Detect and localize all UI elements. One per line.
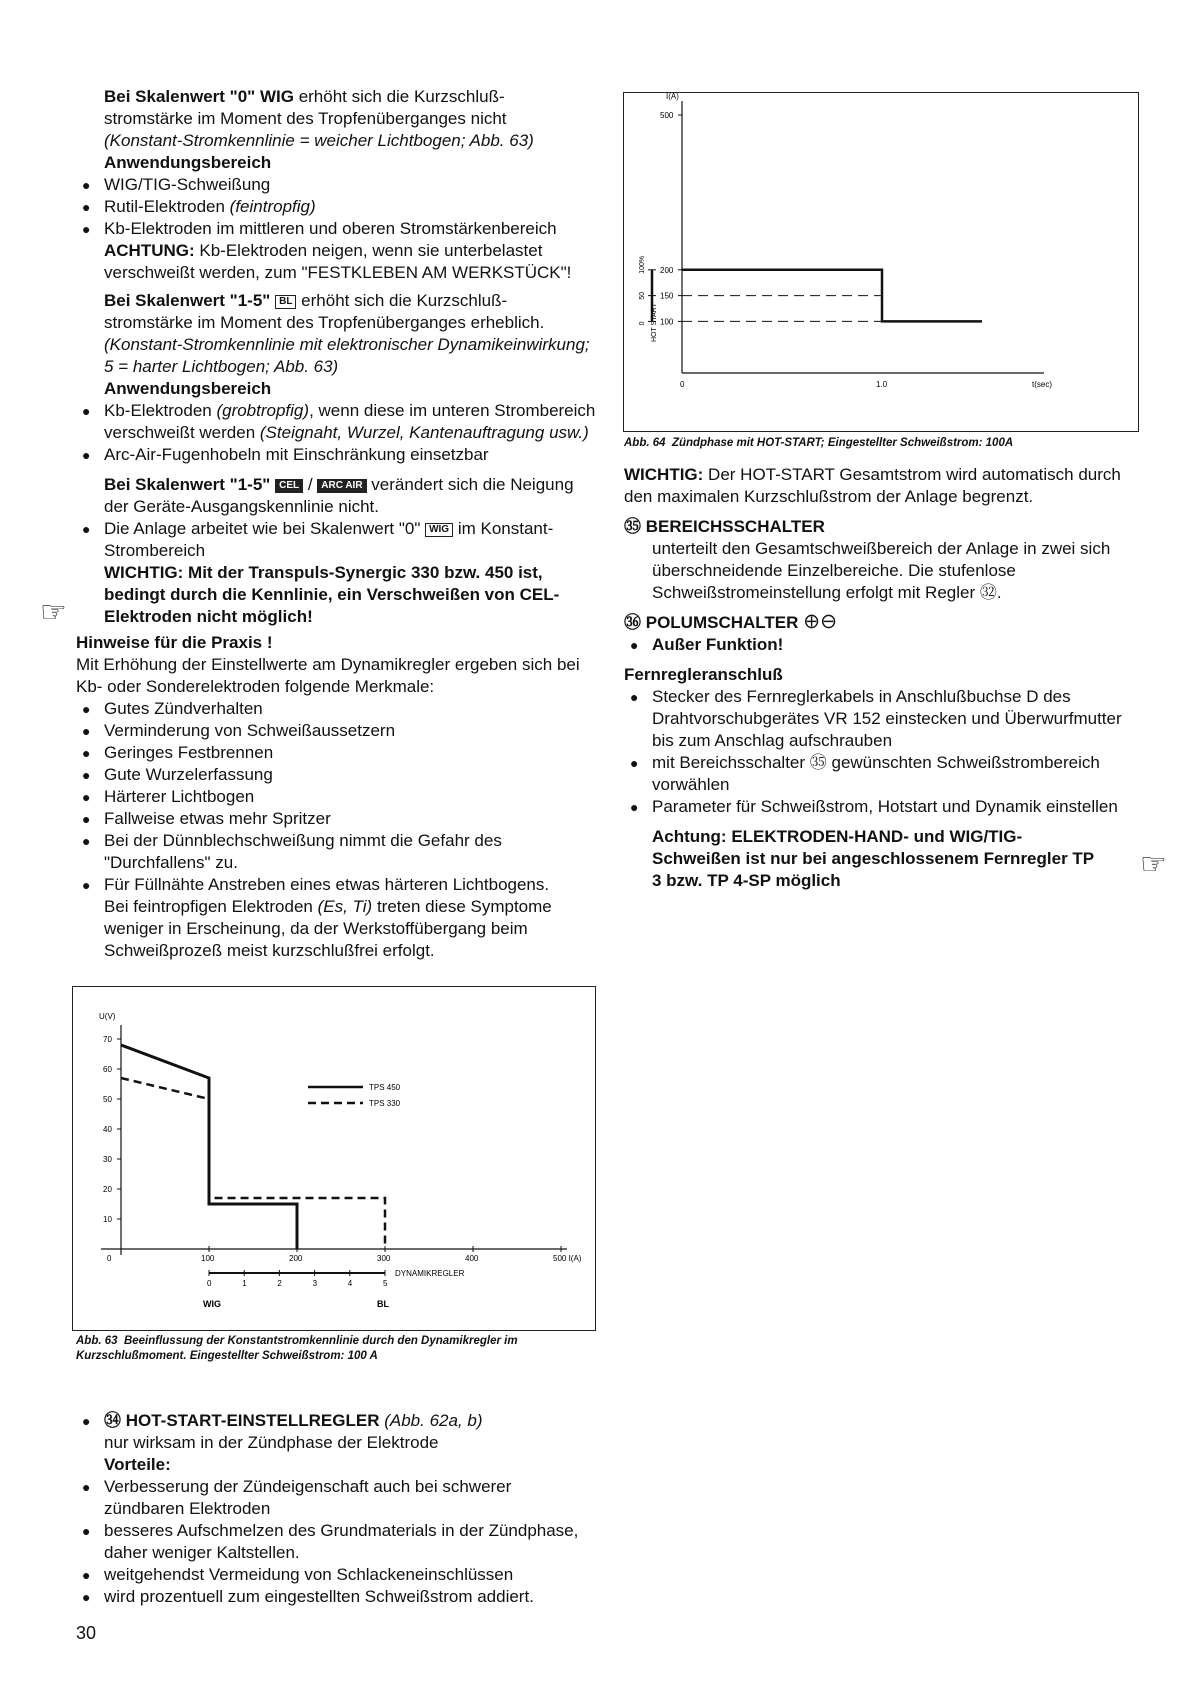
x-origin-label: 0 — [107, 1254, 112, 1263]
list3-tail: Bei feintropfigen Elektroden (Es, Ti) treten diese Symptome weniger in Erscheinung, da der Werkstoffübergang beim Schweißprozeß meist kurzschlußfrei erfolgt. — [104, 897, 552, 960]
cel-symbol-icon: CEL — [275, 479, 303, 493]
bl-line2: stromstärke im Moment des Tropfenüberganges erheblich. — [104, 313, 545, 332]
list-item: ● Fallweise etwas mehr Spritzer — [76, 808, 596, 830]
x-axis-label: t(sec) — [1032, 380, 1052, 389]
y-tick-label: 100 — [660, 317, 674, 327]
series-line — [121, 1045, 297, 1249]
wig-heading: Bei Skalenwert "0" WIG — [104, 87, 294, 106]
wig-line3: (Konstant-Stromkennlinie = weicher Lichtbogen; Abb. 63) — [104, 131, 534, 150]
cel-heading: Bei Skalenwert "1-5" CEL / ARC AIR verändert sich die Neigung der Geräte-Ausgangskennlinie nicht. — [104, 475, 574, 516]
dynamikregler-tick-label: 2 — [277, 1279, 282, 1288]
list-item: ● Verminderung von Schweißaussetzern — [76, 720, 596, 742]
fern-heading: Fernregleranschluß — [624, 665, 783, 684]
y-tick-label: 50 — [103, 1095, 112, 1104]
dynamikregler-tick-label: 0 — [207, 1279, 212, 1288]
y-axis-label: I(A) — [666, 93, 679, 101]
wig-symbol-icon: WIG — [203, 1299, 221, 1309]
wig-line2: stromstärke im Moment des Tropfenüberganges nicht — [104, 109, 507, 128]
bereich-heading: ㉟ BEREICHSSCHALTER — [624, 517, 825, 536]
page-number: 30 — [76, 1623, 97, 1643]
left-column: Bei Skalenwert "0" WIG erhöht sich die Kurzschluß- stromstärke im Moment des Tropfenüberganges nicht (Konstant-Stromkennlinie = weicher Lichtbogen; Abb. 63) Anwendungsbereich ● WIG/TIG-Schweißung ● Rutil-Elektroden (feintropfig) ● Kb-Elektroden im mittleren und oberen Stromstärkenbereich ACHTUNG: Kb-Elektroden neigen, wenn sie unterbelastet verschweißt werden, zum "FESTKLEBEN AM WERKSTÜCK"! Bei Skalenwert "1-5" BL erhöht sich die Kurzschluß- stromstärke im Moment des Tropfenüberganges erheblich. (Konstant-Stromkennlinie mit elektronischer Dynamikeinwirkung; 5 = harter Lichtbogen; Abb. 63) Anwendungsbereich ● Kb-Elektroden (grobtropfig), wenn diese im unteren Strombereich verschweißt werden (Steignaht, Wurzel, Kantenauftragung usw.) ● Arc-Air-Fugenhobeln mit Einschränkung einsetzbar Bei Skalenwert "1-5" CEL / ARC AIR verändert sich die Neigung der Geräte-Ausgangskennlinie nicht. ● Die Anlage arbeitet wie bei Skalenwert "0" WIG im Konstant-Strombereich WICHTIG: Mit der Transpuls-Synergic 330 bzw. 450 ist, bedingt durch die Kennlinie, ein Verschweißen von CEL-Elektroden nicht möglich! Hinweise für die Praxis ! Mit Erhöhung der Einstellwerte am Dynamikregler ergeben sich bei Kb- oder Sonderelektroden folgende Merkmale: ● Gutes Zündverhalten ● Verminderung von Schweißaussetzern ● Geringes Festbrennen ● Gute Wurzelerfassung ● Härterer Lichtbogen ● Fallweise etwas mehr Spritzer ● Bei der Dünnblechschweißung nimmt die Gefahr des "Durchfallens" zu. ● Für Füllnähte Anstreben eines etwas härteren Lichtbogens. Bei feintropfigen Elektroden (Es, Ti) treten diese Symptome weniger in Erscheinung, da der Werkstoffübergang beim Schweißprozeß meist kurzschlußfrei erfolgt. — [76, 86, 596, 962]
dynamikregler-tick-label: 4 — [347, 1279, 353, 1288]
list-item: ● wird prozentuell zum eingestellten Schweißstrom addiert. — [76, 1586, 596, 1608]
wig-symbol-icon: WIG — [425, 523, 453, 537]
list-item: ● WIG/TIG-Schweißung — [76, 174, 596, 196]
anwendung-heading-2: Anwendungsbereich — [104, 379, 272, 398]
vorteile-heading: Vorteile: — [104, 1455, 171, 1474]
list-item: ● Rutil-Elektroden (feintropfig) — [76, 196, 596, 218]
hot-start-tick-label: 50 — [639, 291, 646, 300]
dynamikregler-tick-label: 3 — [312, 1279, 318, 1288]
y-tick-label: 150 — [660, 291, 674, 301]
right-column — [624, 464, 1144, 892]
dynamikregler-label: DYNAMIKREGLER — [395, 1269, 465, 1278]
y-tick-label: 40 — [103, 1125, 112, 1134]
hotstart-line: nur wirksam in der Zündphase der Elektrode — [104, 1433, 439, 1452]
hotstart-title: HOT-START-EINSTELLREGLER — [125, 1411, 380, 1430]
x-tick-label: 400 — [465, 1254, 479, 1263]
figure-63-caption: Abb. 63 Beeinflussung der Konstantstromkennlinie durch den Dynamikregler im Kurzschlußmoment. Eingestellter Schweißstrom: 100 A — [76, 1335, 518, 1362]
hot-start-label: HOT START — [651, 303, 658, 343]
figure-64-chart — [624, 93, 1137, 430]
achtung-1: ACHTUNG: Kb-Elektroden neigen, wenn sie unterbelastet verschweißt werden, zum "FESTKLEBEN AM WERKSTÜCK"! — [104, 241, 572, 282]
figure-64-caption: Abb. 64 Zündphase mit HOT-START; Eingestellter Schweißstrom: 100A — [624, 437, 1014, 449]
number-34-icon: ㉞ — [104, 1411, 121, 1430]
y-tick-label: 60 — [103, 1065, 112, 1074]
pointing-hand-icon: ☞ — [40, 596, 67, 629]
x-tick-label: 500 I(A) — [553, 1254, 582, 1263]
list-item: ● Kb-Elektroden (grobtropfig), wenn diese im unteren Strombereich verschweißt werden (Steignaht, Wurzel, Kantenauftragung usw.) — [76, 400, 596, 444]
y-tick-label: 10 — [103, 1215, 112, 1224]
y-tick-label: 70 — [103, 1035, 112, 1044]
x-tick-label: 200 — [289, 1254, 303, 1263]
legend-label: TPS 450 — [369, 1083, 401, 1092]
anwendung-heading-1: Anwendungsbereich — [104, 153, 272, 172]
dynamikregler-tick-label: 1 — [242, 1279, 247, 1288]
figure-63-chart — [73, 987, 594, 1329]
list-item: ● Gutes Zündverhalten — [76, 698, 596, 720]
y-tick-label: 20 — [103, 1185, 112, 1194]
number-35-icon: ㉟ — [624, 517, 641, 536]
arcair-symbol-icon: ARC AIR — [317, 479, 366, 493]
list-item: ● Verbesserung der Zündeigenschaft auch bei schwerer zündbaren Elektroden — [76, 1476, 596, 1520]
list-item: ● Kb-Elektroden im mittleren und oberen Stromstärkenbereich — [76, 218, 596, 240]
figure-63-frame — [72, 986, 596, 1331]
polum-heading: ㊱ POLUMSCHALTER ⊕⊖ — [624, 613, 838, 632]
x-origin-label: 0 — [680, 380, 685, 389]
y-tick-label: 30 — [103, 1155, 112, 1164]
dynamikregler-tick-label: 5 — [383, 1279, 388, 1288]
legend-label: TPS 330 — [369, 1099, 401, 1108]
number-36-icon: ㊱ — [624, 613, 641, 632]
hinweise-heading: Hinweise für die Praxis ! — [76, 633, 273, 652]
list-item: ● Stecker des Fernreglerkabels in Anschlußbuchse D des Drahtvorschubgerätes VR 152 einstecken und Überwurfmutter bis zum Anschlag aufschrauben — [624, 686, 1144, 752]
list-item: ● Parameter für Schweißstrom, Hotstart und Dynamik einstellen — [624, 796, 1144, 818]
list-item: ● Bei der Dünnblechschweißung nimmt die Gefahr des "Durchfallens" zu. — [76, 830, 596, 874]
list-item: ● besseres Aufschmelzen des Grundmaterials in der Zündphase, daher weniger Kaltstellen. — [76, 1520, 596, 1564]
list-item: ● weitgehendst Vermeidung von Schlackeneinschlüssen — [76, 1564, 596, 1586]
x-tick-label: 1.0 — [876, 380, 888, 389]
pointing-hand-icon: ☞ — [1140, 848, 1167, 881]
y-tick-label: 200 — [660, 265, 674, 275]
list-item: ● Arc-Air-Fugenhobeln mit Einschränkung einsetzbar — [76, 444, 596, 466]
bereich-text: unterteilt den Gesamtschweißbereich der Anlage in zwei sich überschneidende Einzelbereiche. Die stufenlose Schweißstromeinstellung erfolgt mit Regler ㉜. — [652, 539, 1111, 602]
list-item: ● Härterer Lichtbogen — [76, 786, 596, 808]
y-axis-label: U(V) — [99, 1012, 116, 1021]
bl-heading: Bei Skalenwert "1-5" BL erhöht sich die Kurzschluß- — [104, 291, 508, 310]
list-item: ● Für Füllnähte Anstreben eines etwas härteren Lichtbogens. — [76, 874, 596, 896]
achtung-2: Achtung: ELEKTRODEN-HAND- und WIG/TIG-Schweißen ist nur bei angeschlossenem Fernregler TP 3 bzw. TP 4-SP möglich — [652, 827, 1094, 890]
bl-line3: (Konstant-Stromkennlinie mit elektronischer Dynamikeinwirkung; 5 = harter Lichtbogen; Abb. 63) — [104, 335, 590, 376]
hotstart-section: ● ㉞ HOT-START-EINSTELLREGLER (Abb. 62a, b) nur wirksam in der Zündphase der Elektrode Vorteile: ● Verbesserung der Zündeigenschaft auch bei schwerer zündbaren Elektroden ● besseres Aufschmelzen des Grundmaterials in der Zündphase, daher weniger Kaltstellen. ● weitgehendst Vermeidung von Schlackeneinschlüssen ● wird prozentuell zum eingestellten Schweißstrom addiert. — [76, 1410, 596, 1608]
list-item: ● Gute Wurzelerfassung — [76, 764, 596, 786]
list-item: ● mit Bereichsschalter ㉟ gewünschten Schweißstrombereich vorwählen — [624, 752, 1144, 796]
list-item: ● Außer Funktion! — [624, 634, 1144, 656]
bl-symbol-icon: BL — [377, 1299, 389, 1309]
hot-start-tick-label: 0 — [639, 321, 646, 326]
wichtig-2: WICHTIG: Der HOT-START Gesamtstrom wird automatisch durch den maximalen Kurzschlußstrom der Anlage begrenzt. — [624, 465, 1121, 506]
list-item: ● Die Anlage arbeitet wie bei Skalenwert "0" WIG im Konstant-Strombereich — [76, 518, 596, 562]
list-item: ● Geringes Festbrennen — [76, 742, 596, 764]
wichtig-1: WICHTIG: Mit der Transpuls-Synergic 330 bzw. 450 ist, bedingt durch die Kennlinie, ein Verschweißen von CEL-Elektroden nicht möglich! — [104, 563, 560, 626]
figure-64-frame — [623, 92, 1139, 432]
x-tick-label: 300 — [377, 1254, 391, 1263]
hot-start-tick-label: 100% — [639, 255, 646, 274]
hinweise-text: Mit Erhöhung der Einstellwerte am Dynamikregler ergeben sich bei Kb- oder Sonderelektroden folgende Merkmale: — [76, 655, 580, 696]
x-tick-label: 100 — [201, 1254, 215, 1263]
series-line — [121, 1078, 385, 1249]
bl-symbol-icon: BL — [275, 295, 296, 309]
y-tick-label: 500 — [660, 111, 674, 120]
